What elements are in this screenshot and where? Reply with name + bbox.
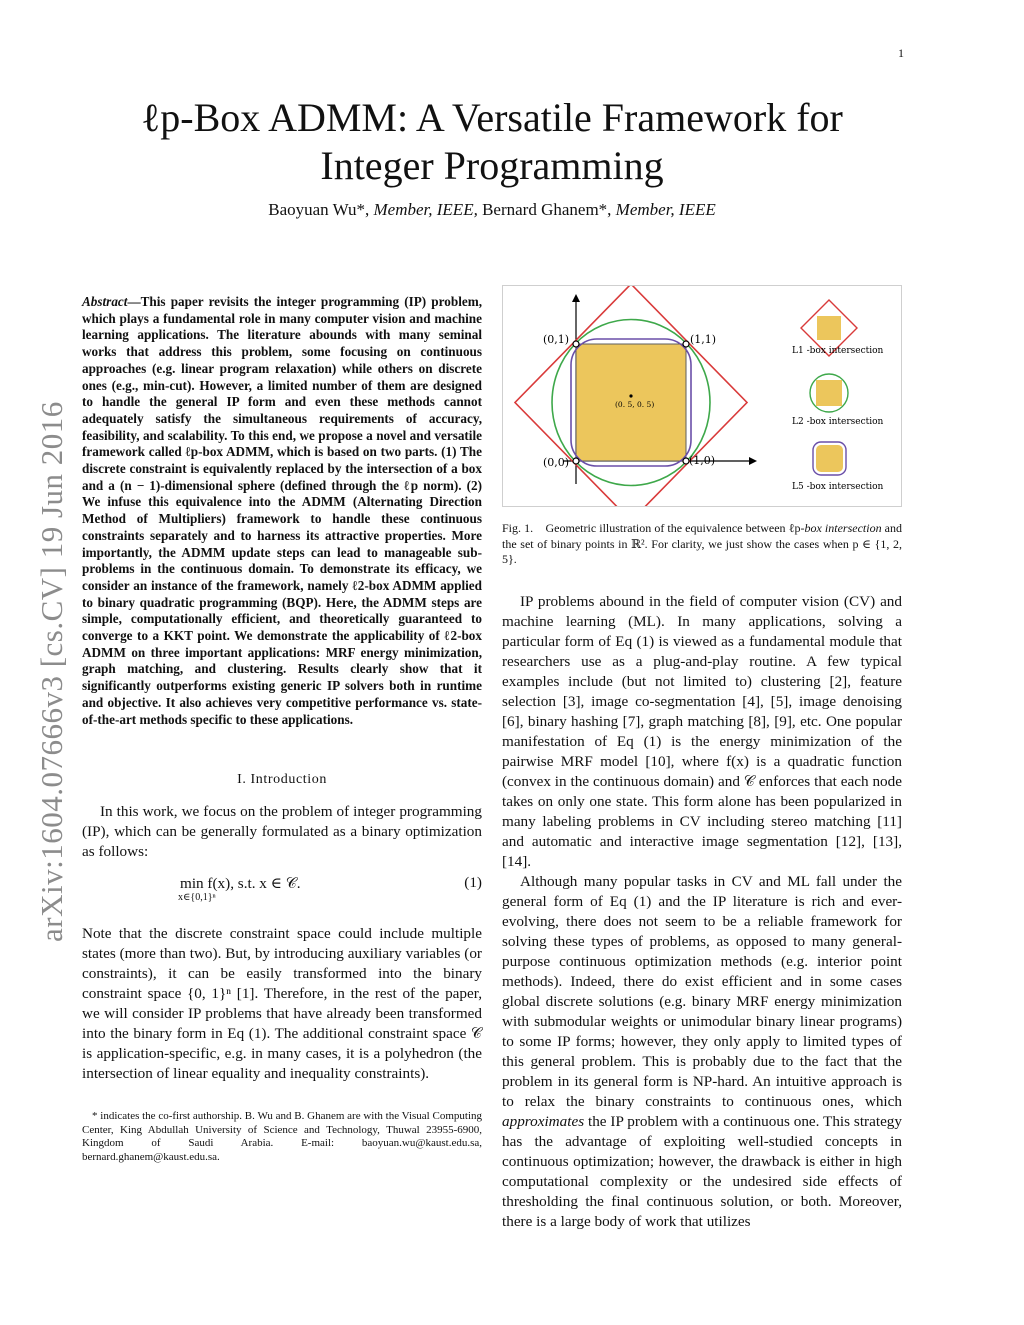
section-heading-introduction: I. Introduction (237, 772, 327, 788)
right-paragraph-2-b: the IP problem with a continuous one. This strategy has the advantage of exploiting well-studied concepts in continuous optimization; however, the drawback is either in high computational complexity or the undesired side effects of thresholding the final continuous solution, or both. Moreover, there is a large body of work that utilizes (502, 1112, 902, 1230)
legend-l5-box (816, 445, 843, 472)
author-2-role: Member, IEEE (615, 200, 716, 219)
paper-title: ℓp-Box ADMM: A Versatile Framework for Integer Programming (141, 95, 843, 188)
y-axis-arrow (572, 294, 580, 302)
arxiv-identifier: arXiv:1604.07666v3 [cs.CV] 19 Jun 2016 (34, 401, 69, 942)
label-center: (0. 5, 0. 5) (615, 400, 655, 409)
equation-number: (1) (464, 874, 482, 892)
equation-1 (82, 870, 482, 914)
caption-text-a: Geometric illustration of the equivalence between ℓp- (545, 521, 805, 535)
figure-1-illustration (503, 286, 901, 506)
label-00: (0,0) (543, 456, 570, 469)
author-1-role: Member, IEEE, (373, 200, 478, 219)
label-01: (0,1) (543, 333, 570, 346)
footnote: * indicates the co-first authorship. B. Wu and B. Ghanem are with the Visual Computing Center, King Abdullah University of Science and Technology, Thuwal 23955-6900, Kingdom of Saudi Arabia. E-mail: baoyuan.wu@kaust.edu.sa, bernard.ghanem@kaust.edu.sa. (82, 1110, 482, 1164)
caption-label: Fig. 1. (502, 521, 534, 535)
right-paragraph-2 (502, 872, 902, 1232)
legend-l2-box (816, 380, 842, 406)
binary-point-11 (683, 341, 689, 347)
left-column (82, 294, 482, 1165)
right-paragraph-2-a: Although many popular tasks in CV and ML fall under the general form of Eq (1) and the IP literature is rich and ever-evolving, there does not seem to be a reliable framework for solving these types of problems, as opposed to many general-purpose continuous optimization methods (e.g. interior point methods). Indeed, there do exist efficient and in some cases global discrete solutions (e.g. binary MRF energy minimization with submodular weights or unimodular binary linear programs) to some IP forms; however, they only apply to limited types of this general problem. This is probably due to the fact that the problem in its general form is NP-hard. An intuitive approach is to relax the binary constraints to continuous ones, which (502, 872, 902, 1110)
label-10: (1,0) (689, 454, 716, 467)
binary-point-00 (573, 458, 579, 464)
binary-point-01 (573, 341, 579, 347)
caption-text-italic: box intersection (804, 521, 882, 535)
abstract-text: —This paper revisits the integer programming (IP) problem, which plays a fundamental role in many computer vision and machine learning applications. The literature abounds with many seminal works that address this problem, some focusing on continuous approaches (e.g. linear program relaxation) while others on discrete ones (e.g., min-cut). However, a limited number of them are designed to handle the general IP form and even these methods cannot adequately satisfy the simultaneous requirements of accuracy, feasibility, and scalability. To this end, we propose a novel and versatile framework called ℓp-box ADMM, which is based on two parts. (1) The discrete constraint is equivalently replaced by the intersection of a box and a (n − 1)-dimensional sphere (defined through the ℓp norm). (2) We infuse this equivalence into the ADMM (Alternating Direction Method of Multipliers) framework to handle these continuous constraints separately and to harness its attractive properties. More importantly, the ADMM update steps can lead to manageable sub-problems in the continuous domain. To demonstrate its efficacy, we consider an instance of the framework, namely ℓ2-box ADMM applied to binary quadratic programming (BQP). Here, the ADMM steps are simple, computationally efficient, and theoretically guaranteed to converge to a KKT point. We demonstrate the applicability of ℓ2-box ADMM on three important applications: MRF energy minimization, graph matching, and clustering. Results clearly show that it significantly outperforms existing generic IP solvers both in runtime and objective. It also achieves very competitive performance vs. state-of-the-art methods specific to these applications. (82, 294, 482, 727)
equation-body: min f(x), s.t. x ∈ 𝒞. (180, 875, 301, 893)
author-line (80, 200, 904, 220)
intro-paragraph-2: Note that the discrete constraint space could include multiple states (more than two). But, by introducing auxiliary variables (or constraints), it can be easily transformed into the binary constraint space {0, 1}ⁿ [1]. Therefore, in the rest of the paper, we will consider IP problems that have already been transformed into the binary form in Eq (1). The additional constraint space 𝒞 is application-specific, e.g. in many cases, it is a polyhedron (the intersection of linear equality and inequality constraints). (82, 925, 482, 1083)
intro-paragraph-1: In this work, we focus on the problem of integer programming (IP), which can be generally formulated as a binary optimization as follows: (82, 803, 482, 861)
x-axis-arrow (749, 457, 757, 465)
figure-caption (502, 521, 902, 568)
center-point (629, 394, 632, 397)
abstract-lead: Abstract (82, 294, 128, 309)
label-11: (1,1) (690, 333, 717, 346)
legend-l5-label: L5 -box intersection (792, 482, 884, 492)
legend-l2-label: L2 -box intersection (792, 417, 884, 427)
right-paragraph-1: IP problems abound in the field of computer vision (CV) and machine learning (ML). In many applications, solving a particular form of Eq (1) is viewed as a fundamental module that researchers use as a plug-and-play routine. A few typical examples include (but not limited to) clustering [2], feature selection [3], image co-segmentation [4], [5], image denoising [6], binary hashing [7], graph matching [8], [9], etc. One popular manifestation of Eq (1) is the energy minimization of the pairwise MRF model [10], where f(x) is a quadratic function (convex in the continuous domain) and 𝒞 enforces that each node takes on only one state. This form alone has been popularized in many labeling problems in CV including stereo matching [11] and automatic and interactive image segmentation [12], [13], [14]. (502, 592, 902, 870)
right-paragraph-2-italic: approximates (502, 1112, 585, 1130)
abstract (82, 294, 482, 728)
figure-1 (502, 285, 902, 507)
caption-text-b: and the set of binary points in ℝ². For clarity, we just show the cases when p ∈ {1, 2, 5}. (502, 521, 903, 566)
right-column (502, 285, 902, 1232)
legend-l1-box (817, 316, 841, 340)
equation-subscript: x∈{0,1}ⁿ (178, 892, 216, 904)
author-1: Baoyuan Wu*, (268, 200, 370, 219)
legend-l1-label: L1 -box intersection (792, 346, 884, 356)
page-number: 1 (898, 46, 904, 60)
author-2: Bernard Ghanem*, (482, 200, 612, 219)
